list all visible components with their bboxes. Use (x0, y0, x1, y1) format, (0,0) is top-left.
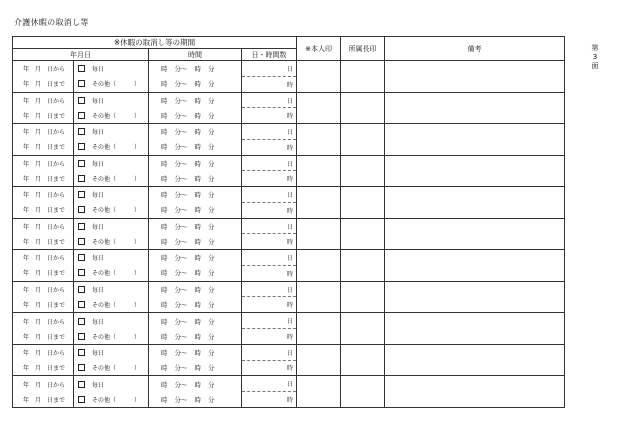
frequency-cell: 毎日 その他（ ） (74, 281, 149, 313)
head-seal-cell[interactable] (341, 250, 385, 282)
head-seal-cell[interactable] (341, 61, 385, 93)
period-group-header: ※休暇の取消し等の期間 (13, 37, 297, 49)
days-hours-cell[interactable]: 日 時 (242, 124, 297, 156)
time-range-cell[interactable]: 時 分～ 時 分 時 分～ 時 分 (149, 61, 242, 93)
days-header: 日・時間数 (242, 49, 297, 61)
time-range-cell[interactable]: 時 分～ 時 分 時 分～ 時 分 (149, 313, 242, 345)
frequency-cell: 毎日 その他（ ） (74, 250, 149, 282)
other-checkbox[interactable] (78, 301, 85, 308)
head-seal-header: 所属長印 (341, 37, 385, 61)
other-checkbox[interactable] (78, 206, 85, 213)
time-range-cell[interactable]: 時 分～ 時 分 時 分～ 時 分 (149, 92, 242, 124)
form-body (13, 61, 565, 408)
date-range-cell[interactable]: 年 月 日から 年 月 日まで (13, 250, 74, 282)
other-checkbox[interactable] (78, 175, 85, 182)
days-hours-cell[interactable]: 日 時 (242, 155, 297, 187)
form-row (13, 92, 565, 124)
form-row (13, 61, 565, 93)
remarks-cell[interactable] (385, 124, 565, 156)
remarks-cell[interactable] (385, 376, 565, 408)
frequency-cell: 毎日 その他（ ） (74, 218, 149, 250)
self-seal-cell[interactable] (297, 124, 341, 156)
form-row (13, 376, 565, 408)
other-label: その他（ (92, 238, 117, 246)
daily-label: 毎日 (92, 286, 105, 294)
other-checkbox[interactable] (78, 238, 85, 245)
time-range-cell[interactable]: 時 分～ 時 分 時 分～ 時 分 (149, 218, 242, 250)
form-row (13, 344, 565, 376)
remarks-cell[interactable] (385, 218, 565, 250)
frequency-cell: 毎日 その他（ ） (74, 376, 149, 408)
other-checkbox[interactable] (78, 333, 85, 340)
other-label: その他（ (92, 333, 117, 341)
remarks-cell[interactable] (385, 92, 565, 124)
date-range-cell[interactable]: 年 月 日から 年 月 日まで (13, 124, 74, 156)
head-seal-cell[interactable] (341, 155, 385, 187)
remarks-header: 備考 (385, 37, 565, 61)
frequency-cell: 毎日 その他（ ） (74, 187, 149, 219)
daily-checkbox[interactable] (78, 191, 85, 198)
remarks-cell[interactable] (385, 250, 565, 282)
days-hours-cell[interactable]: 日 時 (242, 376, 297, 408)
head-seal-cell[interactable] (341, 376, 385, 408)
time-range-cell[interactable]: 時 分～ 時 分 時 分～ 時 分 (149, 124, 242, 156)
form-row (13, 187, 565, 219)
head-seal-cell[interactable] (341, 187, 385, 219)
form-row (13, 250, 565, 282)
date-range-cell[interactable]: 年 月 日から 年 月 日まで (13, 155, 74, 187)
time-header: 時間 (149, 49, 242, 61)
daily-label: 毎日 (92, 97, 105, 105)
daily-label: 毎日 (92, 66, 105, 74)
date-range-cell[interactable]: 年 月 日から 年 月 日まで (13, 376, 74, 408)
form-row (13, 281, 565, 313)
remarks-cell[interactable] (385, 61, 565, 93)
other-label: その他（ (92, 112, 117, 120)
date-range-cell[interactable]: 年 月 日から 年 月 日まで (13, 187, 74, 219)
time-range-cell[interactable]: 時 分～ 時 分 時 分～ 時 分 (149, 344, 242, 376)
daily-label: 毎日 (92, 223, 105, 231)
other-checkbox[interactable] (78, 364, 85, 371)
head-seal-cell[interactable] (341, 344, 385, 376)
frequency-cell: 毎日 その他（ ） (74, 313, 149, 345)
daily-label: 毎日 (92, 129, 105, 137)
daily-checkbox[interactable] (78, 128, 85, 135)
other-label: その他（ (92, 365, 117, 373)
frequency-cell: 毎日 その他（ ） (74, 92, 149, 124)
days-hours-cell[interactable]: 日 時 (242, 218, 297, 250)
other-checkbox[interactable] (78, 80, 85, 87)
page-side-note: 第 3 面 (591, 44, 599, 70)
remarks-cell[interactable] (385, 344, 565, 376)
days-hours-cell[interactable]: 日 時 (242, 92, 297, 124)
self-seal-cell[interactable] (297, 281, 341, 313)
date-header: 年月日 (13, 49, 149, 61)
self-seal-cell[interactable] (297, 61, 341, 93)
form-row (13, 124, 565, 156)
cancellation-form-table (12, 36, 565, 408)
daily-label: 毎日 (92, 350, 105, 358)
self-seal-cell[interactable] (297, 344, 341, 376)
date-range-cell[interactable]: 年 月 日から 年 月 日まで (13, 281, 74, 313)
date-range-cell[interactable]: 年 月 日から 年 月 日まで (13, 344, 74, 376)
self-seal-cell[interactable] (297, 187, 341, 219)
other-label: その他（ (92, 301, 117, 309)
other-label: その他（ (92, 396, 117, 404)
daily-checkbox[interactable] (78, 349, 85, 356)
daily-label: 毎日 (92, 192, 105, 200)
frequency-cell: 毎日 その他（ ） (74, 61, 149, 93)
other-label: その他（ (92, 207, 117, 215)
frequency-cell: 毎日 その他（ ） (74, 124, 149, 156)
days-hours-cell[interactable]: 日 時 (242, 61, 297, 93)
daily-checkbox[interactable] (78, 160, 85, 167)
date-range-cell[interactable]: 年 月 日から 年 月 日まで (13, 61, 74, 93)
time-range-cell[interactable]: 時 分～ 時 分 時 分～ 時 分 (149, 281, 242, 313)
form-row (13, 313, 565, 345)
daily-label: 毎日 (92, 318, 105, 326)
remarks-cell[interactable] (385, 281, 565, 313)
time-range-cell[interactable]: 時 分～ 時 分 時 分～ 時 分 (149, 250, 242, 282)
other-label: その他（ (92, 144, 117, 152)
days-hours-cell[interactable]: 日 時 (242, 281, 297, 313)
form-row (13, 218, 565, 250)
daily-checkbox[interactable] (78, 65, 85, 72)
other-checkbox[interactable] (78, 143, 85, 150)
self-seal-header: ※本人印 (297, 37, 341, 61)
head-seal-cell[interactable] (341, 92, 385, 124)
frequency-cell: 毎日 その他（ ） (74, 344, 149, 376)
form-row (13, 155, 565, 187)
days-hours-cell[interactable]: 日 時 (242, 313, 297, 345)
document-title: 介護休暇の取消し等 (14, 18, 89, 27)
other-label: その他（ (92, 81, 117, 89)
daily-checkbox[interactable] (78, 318, 85, 325)
time-range-cell[interactable]: 時 分～ 時 分 時 分～ 時 分 (149, 155, 242, 187)
self-seal-cell[interactable] (297, 250, 341, 282)
self-seal-cell[interactable] (297, 313, 341, 345)
daily-label: 毎日 (92, 160, 105, 168)
days-hours-cell[interactable]: 日 時 (242, 250, 297, 282)
head-seal-cell[interactable] (341, 313, 385, 345)
other-checkbox[interactable] (78, 112, 85, 119)
daily-checkbox[interactable] (78, 286, 85, 293)
self-seal-cell[interactable] (297, 92, 341, 124)
time-range-cell[interactable]: 時 分～ 時 分 時 分～ 時 分 (149, 376, 242, 408)
date-range-cell[interactable]: 年 月 日から 年 月 日まで (13, 218, 74, 250)
self-seal-cell[interactable] (297, 155, 341, 187)
daily-label: 毎日 (92, 255, 105, 263)
remarks-cell[interactable] (385, 187, 565, 219)
head-seal-cell[interactable] (341, 124, 385, 156)
date-range-cell[interactable]: 年 月 日から 年 月 日まで (13, 313, 74, 345)
date-range-cell[interactable]: 年 月 日から 年 月 日まで (13, 92, 74, 124)
head-seal-cell[interactable] (341, 218, 385, 250)
daily-checkbox[interactable] (78, 223, 85, 230)
other-label: その他（ (92, 175, 117, 183)
head-seal-cell[interactable] (341, 281, 385, 313)
daily-label: 毎日 (92, 381, 105, 389)
daily-checkbox[interactable] (78, 381, 85, 388)
time-range-cell[interactable]: 時 分～ 時 分 時 分～ 時 分 (149, 187, 242, 219)
daily-checkbox[interactable] (78, 97, 85, 104)
remarks-cell[interactable] (385, 313, 565, 345)
other-checkbox[interactable] (78, 269, 85, 276)
days-hours-cell[interactable]: 日 時 (242, 187, 297, 219)
self-seal-cell[interactable] (297, 376, 341, 408)
self-seal-cell[interactable] (297, 218, 341, 250)
other-checkbox[interactable] (78, 396, 85, 403)
days-hours-cell[interactable]: 日 時 (242, 344, 297, 376)
frequency-cell: 毎日 その他（ ） (74, 155, 149, 187)
other-label: その他（ (92, 270, 117, 278)
daily-checkbox[interactable] (78, 254, 85, 261)
remarks-cell[interactable] (385, 155, 565, 187)
